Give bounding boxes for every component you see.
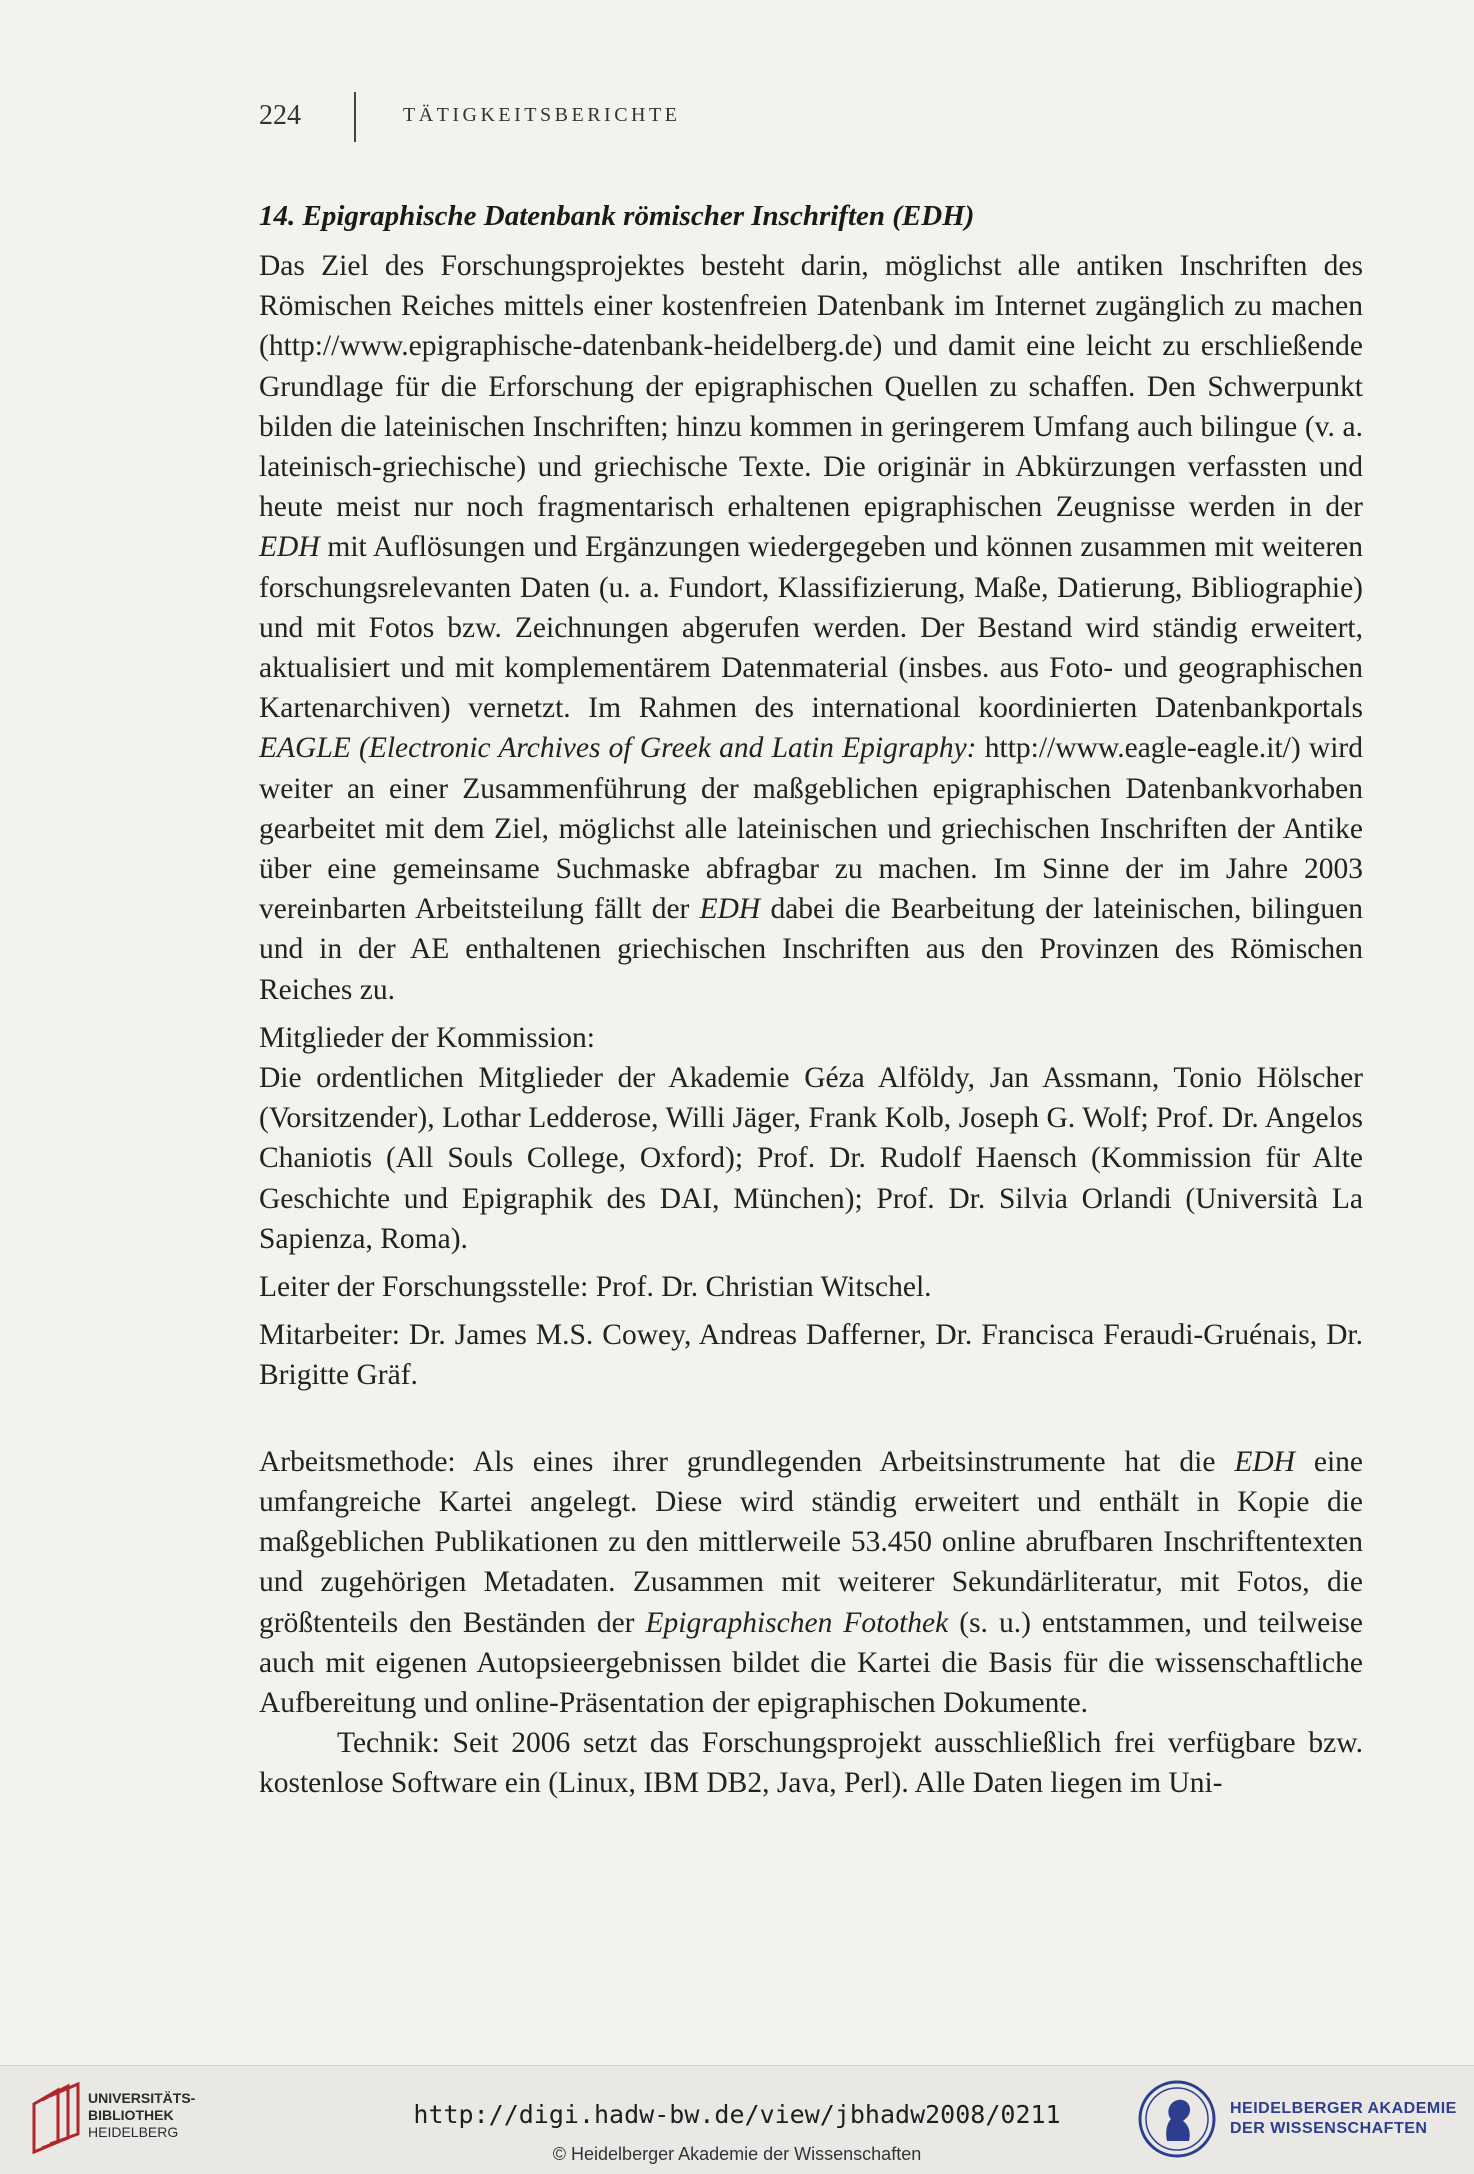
method-text-1: Arbeitsmethode: Als eines ihrer grundlegenden Arbeitsinstrumente hat die — [259, 1445, 1235, 1478]
permalink-url[interactable]: http://digi.hadw-bw.de/view/jbhadw2008/0211 — [413, 2100, 1061, 2129]
section-heading: 14. Epigraphische Datenbank römischer Inschriften (EDH) — [259, 200, 975, 232]
library-name-line-1: UNIVERSITÄTS- — [88, 2090, 196, 2106]
running-title: TÄTIGKEITSBERICHTE — [403, 104, 681, 126]
academy-name-line-1: HEIDELBERGER AKADEMIE — [1230, 2100, 1457, 2117]
academy-portrait-seal-icon[interactable] — [1137, 2079, 1217, 2159]
library-name-line-3: HEIDELBERG — [88, 2124, 179, 2140]
intro-text-4: dabei die Bearbeitung der lateinischen, bilinguen und in der AE enthaltenen griechischen Inschriften aus den Provinzen des Römischen Reiches zu. — [259, 893, 1364, 1006]
method-edh: EDH — [1234, 1445, 1295, 1478]
intro-edh-2: EDH — [699, 893, 761, 926]
method-paragraph — [259, 1442, 1363, 1723]
copyright-notice: © Heidelberger Akademie der Wissenschaften — [552, 2144, 922, 2164]
library-name-line-2: BIBLIOTHEK — [88, 2107, 174, 2123]
method-text-2: eine umfangreiche Kartei angelegt. Diese wird ständig erweitert und enthält in Kopie die maßgeblichen Publikationen zu den mittlerweile 53.450 online abrufbaren Inschriftentexten und zugehörigen Metadaten. Zusammen mit weiterer Sekundärliteratur, mit Fotos, die größtenteils den Beständen der — [259, 1445, 1363, 1639]
technik-paragraph: Technik: Seit 2006 setzt das Forschungsprojekt ausschließlich frei verfügbare bzw. kostenlose Software ein (Linux, IBM DB2, Java, Perl). Alle Daten liegen im Uni- — [259, 1727, 1363, 1800]
academy-name[interactable] — [1230, 2099, 1457, 2139]
members-paragraph: Die ordentlichen Mitglieder der Akademie Géza Alföldy, Jan Assmann, Tonio Hölscher (Vorsitzender), Lothar Ledderose, Willi Jäger, Frank Kolb, Joseph G. Wolf; Prof. Dr. Angelos Chaniotis (All Souls College, Oxford); Prof. Dr. Rudolf Haensch (Kommission für Alte Geschichte und Epigraphik des DAI, München); Prof. Dr. Silvia Orlandi (Università La Sapienza, Roma). — [259, 1062, 1363, 1255]
header-divider — [354, 92, 356, 142]
intro-text-2: mit Auflösungen und Ergänzungen wiedergegeben und können zusammen mit weiteren forschungsrelevanten Daten (u. a. Fundort, Klassifizierung, Maße, Datierung, Bibliographie) und mit Fotos bzw. Zeichnungen abgerufen werden. Der Bestand wird ständig erweitert, aktualisiert und mit komplementärem Datenmaterial (insbes. aus Foto- und geographischen Kartenarchiven) vernetzt. Im Rahmen des international koordinierten Datenbankportals — [259, 531, 1363, 725]
intro-text-1: Das Ziel des Forschungsprojektes besteht darin, möglichst alle antiken Inschriften des Römischen Reiches mittels einer kostenfreien Datenbank im Internet zugänglich zu machen (http://www.epigraphische-datenbank-heidelberg.de) und damit eine leicht zu erschließende Grundlage für die Erforschung der epigraphischen Quellen zu schaffen. Den Schwerpunkt bilden die lateinischen Inschriften; hinzu kommen in geringerem Umfang auch bilingue (v. a. lateinisch-griechische) und griechische Texte. Die originär in Abkürzungen verfassten und heute meist nur noch fragmentarisch erhaltenen epigraphischen Zeugnisse werden in der — [259, 250, 1363, 524]
intro-edh-1: EDH — [259, 531, 320, 564]
leader-paragraph: Leiter der Forschungsstelle: Prof. Dr. Christian Witschel. — [259, 1271, 932, 1304]
staff-paragraph: Mitarbeiter: Dr. James M.S. Cowey, Andreas Dafferner, Dr. Francisca Feraudi-Gruénais, Dr. Brigitte Gräf. — [259, 1319, 1363, 1392]
members-label: Mitglieder der Kommission: — [259, 1021, 595, 1054]
method-fotothek: Epigraphischen Fotothek — [645, 1606, 949, 1639]
method-text-3: (s. u.) entstammen, und teilweise auch mit eigenen Autopsieergebnissen bildet die Kartei die Basis für die wissenschaftliche Aufbereitung und online-Präsentation der epigraphischen Dokumente. — [259, 1606, 1363, 1719]
footer-bar — [0, 2065, 1474, 2174]
page-number: 224 — [259, 100, 301, 131]
academy-name-line-2: DER WISSENSCHAFTEN — [1230, 2120, 1428, 2137]
intro-eagle: EAGLE (Electronic Archives of Greek and Latin Epigraphy: — [259, 732, 977, 765]
intro-text-3: http://www.eagle-eagle.it/) wird weiter an einer Zusammenführung der maßgeblichen epigraphischen Datenbankvorhaben gearbeitet mit dem Ziel, möglichst alle lateinischen und griechischen Inschriften der Antike über eine gemeinsame Suchmaske abfragbar zu machen. Im Sinne der im Jahre 2003 vereinbarten Arbeitsteilung fällt der — [259, 732, 1363, 926]
intro-paragraph — [259, 246, 1363, 1010]
main-text — [259, 196, 1363, 1804]
